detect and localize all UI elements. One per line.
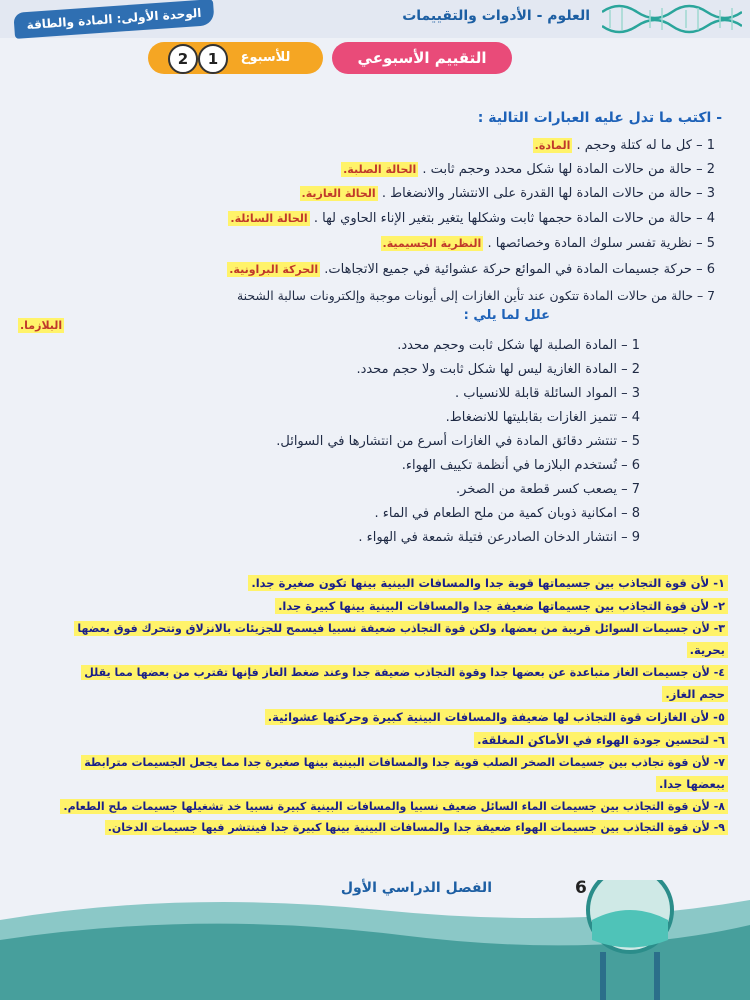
answer-line: حجم الغاز. (662, 686, 728, 702)
footer-wave-decoration (0, 880, 750, 1000)
answer-line: ٦- لتحسين جودة الهواء في الأماكن المغلقة. (474, 732, 728, 748)
answer-line: ٩- لأن قوة التجاذب بين جسيمات الهواء ضعيفة جدا والمسافات البينية بينها كبيرة جدا فينتشر فيها جسيمات الدخان. (105, 820, 728, 835)
section1-heading: - اكتب ما تدل عليه العبارات التالية : (477, 110, 722, 126)
definition-item: 5 – نظرية تفسر سلوك المادة وخصائصها . النظرية الجسيمية. (382, 236, 715, 251)
dna-icon (602, 4, 742, 34)
week-number-2: 2 (168, 44, 198, 74)
reason-question: 2 – المادة الغازية ليس لها شكل ثابت ولا حجم محدد. (356, 362, 640, 377)
reason-question: 4 – تتميز الغازات بقابليتها للانضغاط. (445, 410, 640, 425)
reason-question: 1 – المادة الصلبة لها شكل ثابت وحجم محدد. (397, 338, 640, 353)
page-number: 6 (575, 878, 587, 898)
weekly-assessment-badge: التقييم الأسبوعي (332, 42, 512, 74)
answer-line: ٧- لأن قوة تجاذب بين جسيمات الصخر الصلب قوية جدا والمسافات البينية بينها صغيرة جدا مما يجعل الجسيمات مترابطة (81, 755, 728, 770)
answer-line: ٤- لأن جسيمات الغاز متباعدة عن بعضها جدا وقوة التجاذب ضعيفة جدا وعند ضغط الغاز فإنها تقترب من بعضها مما يقلل (81, 665, 728, 680)
week-label: للأسبوع (240, 50, 291, 65)
definition-item: 2 – حالة من حالات المادة لها شكل محدد وحجم ثابت . الحالة الصلبة. (343, 162, 715, 177)
answer-highlight: الحالة الصلبة. (343, 163, 417, 176)
reason-question: 7 – يصعب كسر قطعة من الصخر. (456, 482, 640, 497)
definition-item: 4 – حالة من حالات المادة حجمها ثابت وشكلها يتغير بتغير الإناء الحاوي لها . الحالة السائلة. (230, 211, 715, 226)
answer-highlight: الحركة البراونية. (229, 263, 319, 276)
subject-title: العلوم - الأدوات والتقييمات (402, 8, 590, 24)
answer-line: ٨- لأن قوة التجاذب بين جسيمات الماء السائل ضعيف نسبيا والمسافات البينية كبيرة نسبيا خد تشغيلها جسيمات ملح الطعام. (60, 799, 728, 814)
definition-item: 3 – حالة من حالات المادة لها القدرة على الانتشار والانضغاط . الحالة الغازية. (301, 186, 715, 201)
answer-highlight: البلازما. (20, 319, 63, 332)
answer-line: بحرية. (687, 642, 728, 658)
answer-highlight: الحالة الغازية. (301, 187, 376, 200)
answer-line: ببعضها جدا. (656, 776, 728, 792)
unit-label: الوحدة الأولى: المادة والطاقة (13, 0, 214, 39)
reason-question: 3 – المواد السائلة قابلة للانسياب . (454, 386, 640, 401)
definition-item: 1 – كل ما له كتلة وحجم . المادة. (534, 138, 715, 153)
reason-question: 6 – تُستخدم البلازما في أنظمة تكييف الهواء. (401, 458, 640, 473)
definition-item: 7 – حالة من حالات المادة تتكون عند تأين الغازات إلى أيونات موجبة وإلكترونات سالبة الشحنة (236, 288, 715, 303)
answer-highlight: المادة. (534, 139, 571, 152)
definition-item: 6 – حركة جسيمات المادة في الموائع حركة عشوائية في جميع الاتجاهات. الحركة البراونية. (229, 262, 715, 277)
reason-question: 9 – انتشار الدخان الصادرعن فتيلة شمعة في الهواء . (358, 530, 640, 545)
answer-line: ٣- لأن جسيمات السوائل قريبة من بعضها، ولكن قوة التجاذب ضعيفة نسبيا فيسمح للجزيئات بالانزلاق وتتحرك فوق بعضها (74, 621, 728, 636)
section2-heading: علل لما يلي : (463, 308, 550, 323)
answer-highlight: النظرية الجسيمية. (382, 237, 482, 250)
term-label: الفصل الدراسي الأول (340, 880, 492, 896)
answer-highlight: الحالة السائلة. (230, 212, 308, 225)
answer-line: ٢- لأن قوة التجاذب بين جسيماتها ضعيفة جدا والمسافات البينية بينها كبيرة جدا. (275, 598, 728, 614)
answer-line: ٥- لأن الغازات قوة التجاذب لها ضعيفة والمسافات البينية كبيرة وحركتها عشوائية. (265, 709, 728, 725)
answer-line: ١- لأن قوة التجاذب بين جسيماتها قوية جدا والمسافات البينية بينها تكون صغيرة جدا. (248, 575, 728, 591)
reason-question: 5 – تنتشر دقائق المادة في الغازات أسرع من انتشارها في السوائل. (276, 434, 640, 449)
week-number-1: 1 (198, 44, 228, 74)
reason-question: 8 – امكانية ذوبان كمية من ملح الطعام في الماء . (374, 506, 640, 521)
